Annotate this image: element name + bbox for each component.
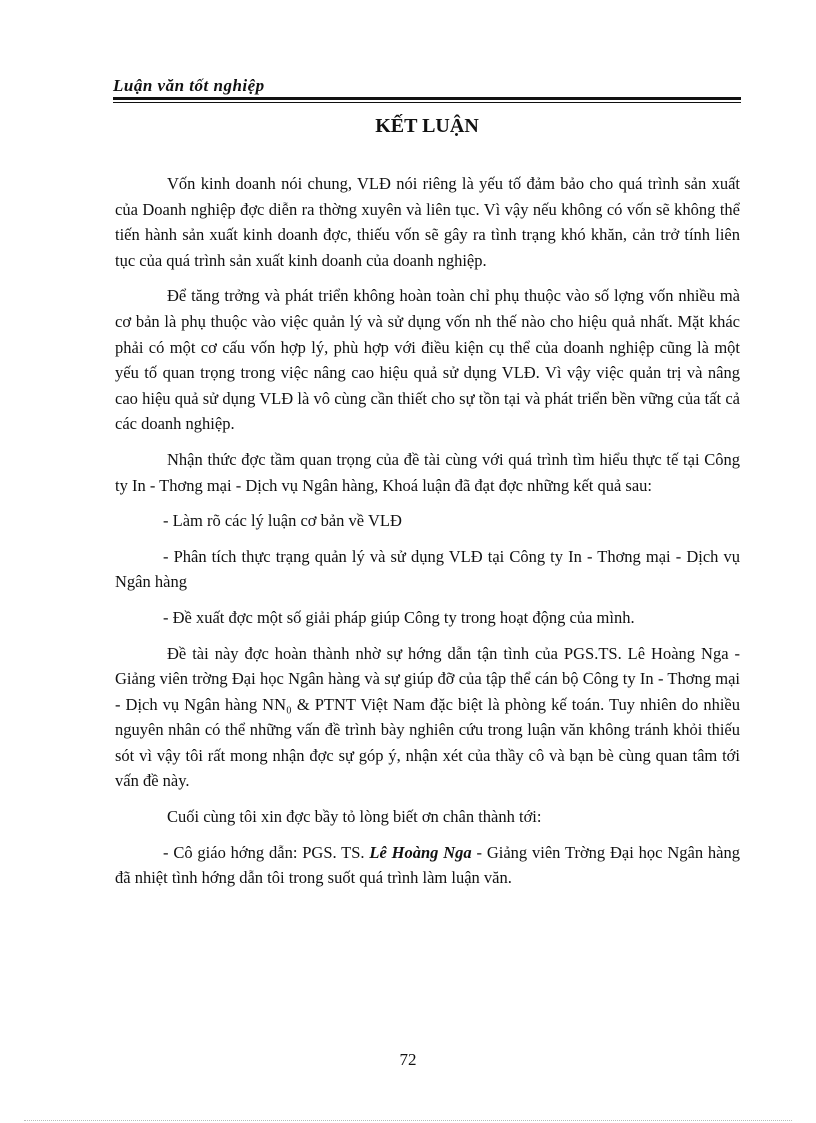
paragraph-3: Nhận thức đợc tầm quan trọng của đề tài cùng với quá trình tìm hiểu thực tế tại Công ty In - Thơng mại - Dịch vụ Ngân hàng, Khoá luận đã đạt đợc những kết quả sau: (115, 449, 740, 495)
paragraph-2: Để tăng trởng và phát triển không hoàn toàn chỉ phụ thuộc vào số lợng vốn nhiều mà cơ bản là phụ thuộc vào việc quản lý và sử dụng vốn nh thế nào cho hiệu quả nhất. Mặt khác phải có một cơ cấu vốn hợp lý, phù hợp với điều kiện cụ thể của doanh nghiệp cũng là một yếu tố quan trọng trong việc nâng cao hiệu quả sử dụng VLĐ. Vì vậy việc quản trị và nâng cao hiệu quả sử dụng VLĐ là vô cùng cần thiết cho sự tồn tại và phát triển bền vững của tất cả các doanh nghiệp. (115, 286, 740, 434)
header-rule-thin (113, 102, 741, 103)
advisor-name: Lê Hoàng Nga (369, 842, 472, 862)
bullet-3: - Đề xuất đợc một số giải pháp giúp Công ty trong hoạt động của mình. (163, 607, 635, 627)
paragraph-5: Cuối cùng tôi xin đợc bầy tỏ lòng biết ơn chân thành tới: (167, 807, 542, 827)
page-header (113, 76, 741, 103)
advisor-text-after: - Giảng viên Trờng Đại học Ngân hàng đã nhiệt tình hớng dẫn tôi trong suốt quá trình làm luận văn. (115, 842, 740, 888)
bullet-2: - Phân tích thực trạng quản lý và sử dụng VLĐ tại Công ty In - Thơng mại - Dịch vụ Ngân hàng (115, 546, 740, 592)
advisor-text-before: - Cô giáo hớng dẫn: PGS. TS. (163, 842, 370, 862)
page-title: KẾT LUẬN (375, 115, 479, 137)
header-rule-thick (113, 97, 741, 100)
header-title: Luận văn tốt nghiệp (113, 76, 265, 95)
document-body (115, 171, 740, 901)
paragraph-4: Đề tài này đợc hoàn thành nhờ sự hớng dẫn tận tình của PGS.TS. Lê Hoàng Nga - Giảng viên trờng Đại học Ngân hàng và sự giúp đỡ của tập thể cán bộ Công ty In - Thơng mại - Dịch vụ Ngân hàng NN₀ & PTNT Việt Nam đặc biệt là phòng kế toán. Tuy nhiên do nhiều nguyên nhân có thể những vấn đề trình bày nghiên cứu trong luận văn không tránh khỏi thiếu sót vì vậy tôi rất mong nhận đợc sự góp ý, nhận xét của thầy cô và bạn bè cùng quan tâm tới vấn đề này. (115, 643, 740, 791)
paragraph-6 (115, 840, 740, 891)
bullet-1: - Làm rõ các lý luận cơ bản về VLĐ (163, 511, 402, 531)
page-number: 72 (399, 1050, 417, 1069)
page-bottom-border (24, 1120, 792, 1121)
paragraph-1: Vốn kinh doanh nói chung, VLĐ nói riêng là yếu tố đảm bảo cho quá trình sản xuất của Doanh nghiệp đợc diễn ra thờng xuyên và liên tục. Vì vậy nếu không có vốn sẽ không thể tiến hành sản xuất kinh doanh đợc, thiếu vốn sẽ gây ra tình trạng khó khăn, cản trở tính liên tục của quá trình sản xuất kinh doanh của doanh nghiệp. (115, 174, 740, 270)
